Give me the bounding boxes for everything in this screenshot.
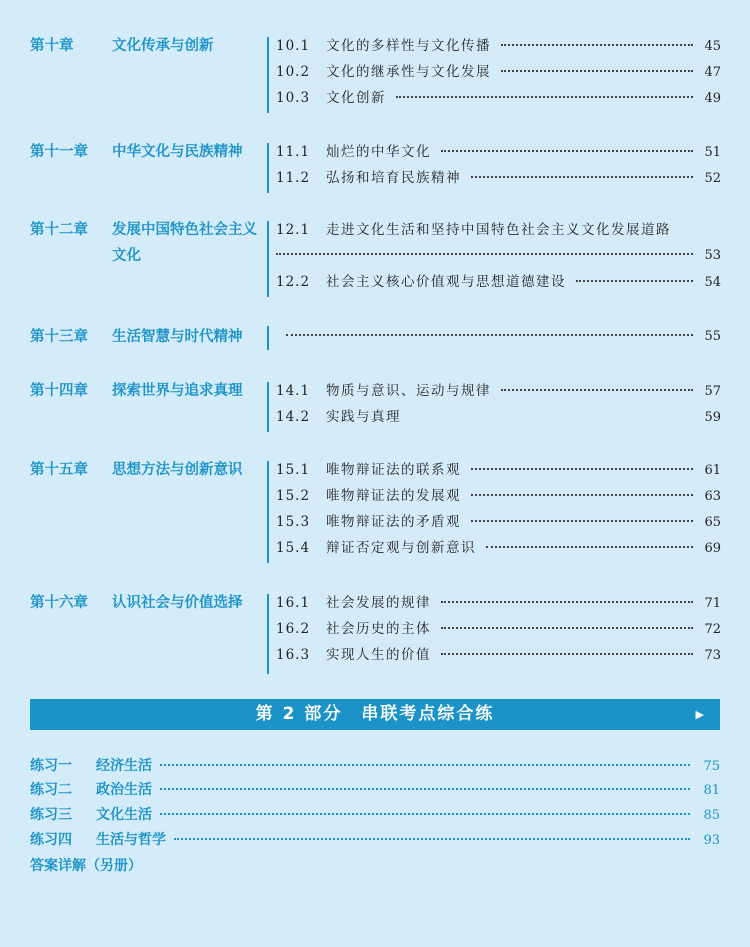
- chapter-title[interactable]: [30, 139, 270, 165]
- leader-dots: [576, 280, 693, 282]
- section-number: 14.2: [276, 409, 311, 425]
- chapter-divider: [267, 143, 269, 193]
- chapter-name: 思想方法与创新意识: [112, 462, 243, 478]
- chapter-title[interactable]: [30, 324, 270, 350]
- chapter-name: 中华文化与民族精神: [112, 144, 243, 160]
- toc-entry[interactable]: [276, 404, 721, 430]
- section-title: 唯物辩证法的联系观: [326, 462, 461, 478]
- section-title: 社会历史的主体: [326, 621, 431, 637]
- exercise-entry[interactable]: [30, 778, 720, 802]
- chapter-title[interactable]: [30, 457, 270, 483]
- exercise-entry[interactable]: [30, 754, 720, 778]
- toc-entry[interactable]: [276, 269, 721, 295]
- section-title: 文化创新: [326, 90, 386, 106]
- section-title: 辩证否定观与创新意识: [326, 540, 476, 556]
- page-number: 53: [704, 248, 721, 263]
- leader-dots: [471, 494, 693, 496]
- toc-entry[interactable]: [276, 85, 721, 111]
- section-number: 12.2: [276, 274, 311, 290]
- exercise-title: 生活与哲学: [96, 832, 166, 848]
- leader-dots: [160, 764, 690, 766]
- section-title: 物质与意识、运动与规律: [326, 383, 491, 399]
- chapter-number: 第十二章: [30, 222, 88, 238]
- section-title: 社会发展的规律: [326, 595, 431, 611]
- page-number: 54: [704, 275, 721, 290]
- chapter-title[interactable]: [30, 217, 270, 269]
- page-number: 81: [703, 783, 720, 798]
- section-number: 10.1: [276, 38, 311, 54]
- section-number: 11.2: [276, 170, 311, 186]
- leader-dots: [441, 627, 693, 629]
- chapter-divider: [267, 382, 269, 432]
- leader-dots: [441, 601, 693, 603]
- chapter-name: 发展中国特色社会主义文化: [112, 222, 257, 264]
- leader-dots: [160, 788, 690, 790]
- leader-dots: [501, 389, 693, 391]
- leader-dots: [471, 176, 693, 178]
- chapter-number: 第十六章: [30, 595, 88, 611]
- toc-entry[interactable]: [276, 616, 721, 642]
- part-2-title: 第 2 部分 串联考点综合练: [255, 704, 495, 724]
- toc-entry[interactable]: [276, 324, 721, 350]
- chapter-title[interactable]: [30, 378, 270, 404]
- section-number: 11.1: [276, 144, 311, 160]
- page-number: 61: [704, 463, 721, 478]
- page-number: 69: [704, 541, 721, 556]
- toc-entry[interactable]: [276, 217, 721, 269]
- section-title: 社会主义核心价值观与思想道德建设: [326, 274, 566, 290]
- leader-dots: [276, 253, 693, 255]
- chapter-name: 探索世界与追求真理: [112, 383, 243, 399]
- page-number: 59: [704, 410, 721, 425]
- section-title: 文化的继承性与文化发展: [326, 64, 491, 80]
- page-number: 93: [703, 833, 720, 848]
- leader-dots: [441, 150, 693, 152]
- chapter-name: 文化传承与创新: [112, 38, 214, 54]
- page-number: 72: [704, 622, 721, 637]
- chapter-number: 第十四章: [30, 383, 88, 399]
- leader-dots: [501, 70, 693, 72]
- play-triangle-icon: ▶: [695, 708, 704, 721]
- page-number: 57: [704, 384, 721, 399]
- chapter-number: 第十五章: [30, 462, 88, 478]
- toc-entry[interactable]: [276, 509, 721, 535]
- page-number: 65: [704, 515, 721, 530]
- page-number: 45: [704, 39, 721, 54]
- exercise-label: 练习二: [30, 782, 72, 798]
- section-title: 弘扬和培育民族精神: [326, 170, 461, 186]
- section-number: 10.2: [276, 64, 311, 80]
- leader-dots: [174, 838, 690, 840]
- toc-entry[interactable]: [276, 139, 721, 165]
- chapter-divider: [267, 37, 269, 113]
- section-number: 14.1: [276, 383, 311, 399]
- section-number: 10.3: [276, 90, 311, 106]
- section-title: 唯物辩证法的矛盾观: [326, 514, 461, 530]
- chapter-number: 第十三章: [30, 329, 88, 345]
- chapter-title[interactable]: [30, 33, 270, 59]
- leader-dots: [501, 44, 693, 46]
- leader-dots: [471, 520, 693, 522]
- exercise-label: 练习四: [30, 832, 72, 848]
- page-number: 85: [703, 808, 720, 823]
- section-title: 文化的多样性与文化传播: [326, 38, 491, 54]
- exercise-entry[interactable]: [30, 828, 720, 852]
- exercise-label: 练习一: [30, 758, 72, 774]
- page-number: 63: [704, 489, 721, 504]
- leader-dots: [286, 334, 693, 336]
- toc-entry[interactable]: [276, 535, 721, 561]
- chapter-divider: [267, 594, 269, 674]
- section-number: 12.1: [276, 222, 311, 238]
- chapter-name: 生活智慧与时代精神: [112, 329, 243, 345]
- exercise-entry[interactable]: [30, 803, 720, 827]
- chapter-title[interactable]: [30, 590, 270, 616]
- toc-entry[interactable]: [276, 165, 721, 191]
- section-title: 灿烂的中华文化: [326, 144, 431, 160]
- toc-entry[interactable]: [276, 59, 721, 85]
- section-number: 16.2: [276, 621, 311, 637]
- exercise-label: 练习三: [30, 807, 72, 823]
- section-number: 16.1: [276, 595, 311, 611]
- section-number: 15.1: [276, 462, 311, 478]
- section-title: 唯物辩证法的发展观: [326, 488, 461, 504]
- chapter-divider: [267, 221, 269, 297]
- chapter-divider: [267, 326, 269, 350]
- chapter-name: 认识社会与价值选择: [112, 595, 243, 611]
- page-number: 51: [704, 145, 721, 160]
- leader-dots: [160, 813, 690, 815]
- section-number: 15.3: [276, 514, 311, 530]
- exercise-title: 经济生活: [96, 758, 152, 774]
- toc-entry[interactable]: [276, 642, 721, 668]
- page-number: 47: [704, 65, 721, 80]
- page-number: 73: [704, 648, 721, 663]
- leader-dots: [396, 96, 693, 98]
- section-number: 15.2: [276, 488, 311, 504]
- toc-entry[interactable]: [276, 457, 721, 483]
- page-number: 75: [703, 759, 720, 774]
- page-number: 52: [704, 171, 721, 186]
- part-2-banner[interactable]: [30, 699, 720, 730]
- leader-dots: [441, 653, 693, 655]
- page-number: 49: [704, 91, 721, 106]
- page-number: 71: [704, 596, 721, 611]
- section-number: 15.4: [276, 540, 311, 556]
- toc-entry[interactable]: [276, 590, 721, 616]
- section-number: 16.3: [276, 647, 311, 663]
- section-title: 实践与真理: [326, 409, 401, 425]
- toc-entry[interactable]: [276, 378, 721, 404]
- exercise-title: 文化生活: [96, 807, 152, 823]
- section-title: 走进文化生活和坚持中国特色社会主义文化发展道路: [326, 222, 671, 238]
- toc-entry[interactable]: [276, 33, 721, 59]
- chapter-divider: [267, 461, 269, 563]
- answer-key-entry[interactable]: 答案详解（另册）: [30, 858, 142, 874]
- chapter-number: 第十一章: [30, 144, 88, 160]
- leader-dots: [486, 546, 693, 548]
- exercise-title: 政治生活: [96, 782, 152, 798]
- toc-entry[interactable]: [276, 483, 721, 509]
- leader-dots: [471, 468, 693, 470]
- chapter-number: 第十章: [30, 38, 74, 54]
- page-number: 55: [704, 329, 721, 344]
- section-title: 实现人生的价值: [326, 647, 431, 663]
